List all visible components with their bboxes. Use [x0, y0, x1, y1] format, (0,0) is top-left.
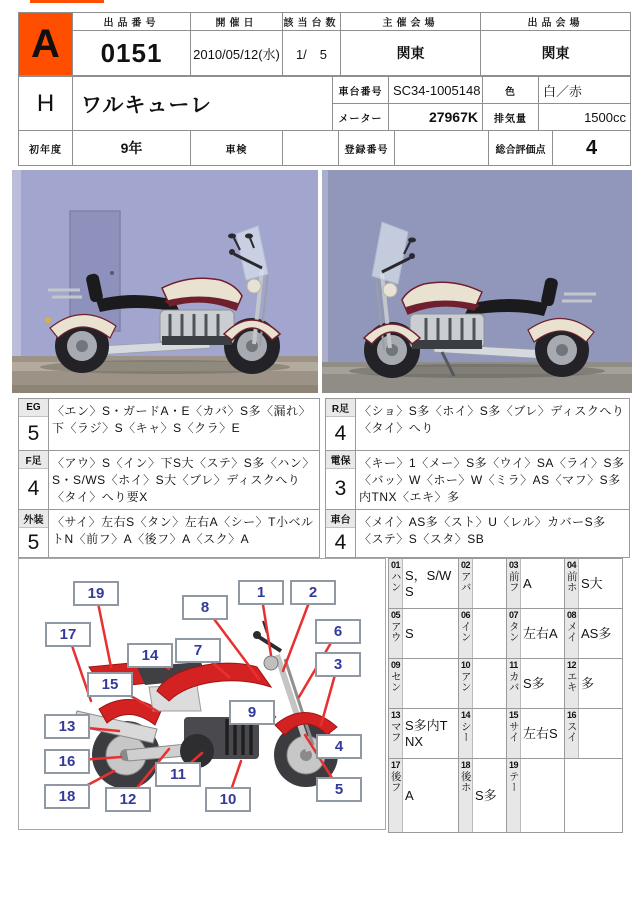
condition-table-left: [18, 398, 320, 558]
parts-cell-19-tail: 19 テー: [507, 759, 565, 833]
callout-7: 7: [175, 638, 221, 663]
callout-16: 16: [44, 749, 90, 774]
auction-date-value: 2010/05/12(水): [191, 31, 283, 76]
callout-3: 3: [315, 652, 361, 677]
first-year-value: 9年: [73, 131, 191, 166]
condition-score: 4: [27, 477, 40, 501]
callout-10: 10: [205, 787, 251, 812]
exhibit-venue-value: 関東: [481, 31, 631, 76]
color-label: 色: [483, 77, 539, 104]
condition-score: 4: [334, 421, 347, 445]
lot-count-label: 該当台数: [283, 13, 341, 31]
callout-6: 6: [315, 619, 361, 644]
condition-notes: 〈エン〉S・ガードA・E〈カバ〉S多〈漏れ〉下〈ラジ〉S〈キャ〉S〈クラ〉E: [49, 399, 320, 450]
condition-notes: 〈メイ〉AS多〈スト〉U〈レル〉カバーS多〈ステ〉S〈スタ〉SB: [356, 510, 630, 557]
auction-header-table: [18, 12, 631, 76]
callout-13: 13: [44, 714, 90, 739]
door: [70, 211, 120, 331]
condition-score: 5: [27, 530, 40, 554]
callout-18: 18: [44, 784, 90, 809]
callout-1: 1: [238, 580, 284, 605]
condition-category: R足: [326, 399, 355, 417]
parts-cell-12-exhaust-pipe: 12 エキ 多: [565, 659, 623, 709]
model-name: ワルキューレ: [73, 77, 333, 131]
vehicle-photo-right-side: [12, 170, 318, 393]
exhibit-venue-label: 出品会場: [481, 13, 631, 31]
parts-cell-01-handlebar: 01 ハン S，S/WS: [389, 559, 459, 609]
damage-location-diagram: [18, 558, 386, 830]
condition-category: EG: [19, 399, 48, 417]
condition-row-exterior: [19, 510, 320, 558]
condition-row-electrical: [326, 451, 630, 510]
lot-number-value: 0151: [73, 31, 191, 76]
parts-cell-16-swingarm: 16 スイ: [565, 709, 623, 759]
page-top-accent-strip: [30, 0, 104, 3]
condition-notes: 〈キー〉1〈メー〉S多〈ウイ〉SA〈ライ〉S多〈バッ〉W〈ホー〉W〈ミラ〉AS〈マフ〉S多内TNX〈エキ〉多: [356, 451, 630, 509]
condition-row-engine: [19, 399, 320, 451]
maker-class-code: H: [19, 77, 73, 131]
inspection-label: 車検: [191, 131, 283, 166]
condition-category: F足: [19, 451, 48, 469]
parts-cell-10-under-cowl: 10 アン: [459, 659, 507, 709]
host-venue-value: 関東: [341, 31, 481, 76]
parts-cell-11-cover: 11 カバ S多: [507, 659, 565, 709]
registration-number-label: 登録番号: [339, 131, 395, 166]
parts-cell-08-main-frame: 08 メイ AS多: [565, 609, 623, 659]
callout-17: 17: [45, 622, 91, 647]
callout-19: 19: [73, 581, 119, 606]
parts-cell-06-inner: 06 イン: [459, 609, 507, 659]
parts-cell-14-seat: 14 シー: [459, 709, 507, 759]
grade-badge: A: [19, 13, 73, 76]
parts-cell-09-stand: 09 セン: [389, 659, 459, 709]
inspection-value: [283, 131, 339, 166]
auction-date-label: 開催日: [191, 13, 283, 31]
condition-row-rear: [326, 399, 630, 451]
condition-table-right: [325, 398, 630, 558]
lot-count-value: 1/ 5: [283, 31, 341, 76]
vehicle-info-table: [18, 76, 631, 131]
condition-score: 4: [334, 530, 347, 554]
displacement-value: 1500cc: [539, 104, 631, 131]
callout-9: 9: [229, 700, 275, 725]
callout-15: 15: [87, 672, 133, 697]
lot-number-label: 出品番号: [73, 13, 191, 31]
color-value: 白／赤: [539, 77, 631, 104]
callout-14: 14: [127, 643, 173, 668]
parts-cell-17-rear-fork: 17 後フ A: [389, 759, 459, 833]
callout-5: 5: [316, 777, 362, 802]
registration-table: [18, 130, 631, 166]
photo-left-illustration: [12, 170, 318, 393]
parts-cell-15-side-cover: 15 サイ 左右S: [507, 709, 565, 759]
parts-condition-grid: [388, 558, 623, 833]
condition-category: 外装: [19, 510, 48, 528]
condition-score: 5: [27, 421, 40, 445]
condition-notes: 〈ショ〉S多〈ホイ〉S多〈ブレ〉ディスクへり〈タイ〉へり: [356, 399, 630, 450]
callout-8: 8: [182, 595, 228, 620]
odometer-label: メーター: [333, 104, 389, 131]
parts-cell-05-outer: 05 アウ S: [389, 609, 459, 659]
chassis-number-value: SC34-1005148: [389, 77, 483, 104]
vehicle-photo-left-side: [322, 170, 632, 393]
overall-score-value: 4: [553, 131, 631, 166]
photo-right-illustration: [322, 170, 632, 393]
condition-row-front: [19, 451, 320, 510]
callout-4: 4: [316, 734, 362, 759]
condition-notes: 〈サイ〉左右S〈タン〉左右A〈シー〉T小ベルトN〈前フ〉A〈後フ〉A〈スク〉A: [49, 510, 320, 557]
overall-score-label: 総合評価点: [489, 131, 553, 166]
parts-cell-02-upper-cowl: 02 アバ: [459, 559, 507, 609]
host-venue-label: 主催会場: [341, 13, 481, 31]
first-year-label: 初年度: [19, 131, 73, 166]
displacement-label: 排気量: [483, 104, 539, 131]
odometer-value: 27967K: [389, 104, 483, 131]
chassis-number-label: 車台番号: [333, 77, 389, 104]
parts-cell-13-muffler: 13 マフ S多内TNX: [389, 709, 459, 759]
callout-11: 11: [155, 762, 201, 787]
registration-number-value: [395, 131, 489, 166]
parts-cell-03-front-fork: 03 前フ A: [507, 559, 565, 609]
condition-category: 車台: [326, 510, 355, 528]
callout-2: 2: [290, 580, 336, 605]
parts-cell-07-tank: 07 タン 左右A: [507, 609, 565, 659]
callout-12: 12: [105, 787, 151, 812]
condition-score: 3: [334, 477, 347, 501]
parts-cell-04-front-wheel: 04 前ホ S大: [565, 559, 623, 609]
condition-notes: 〈アウ〉S〈イン〉下S大〈ステ〉S多〈ハン〉S・S/WS〈ホイ〉S大〈ブレ〉ディスクへり〈タイ〉へり要X: [49, 451, 320, 509]
parts-cell-empty: [565, 759, 623, 833]
condition-category: 電保: [326, 451, 355, 469]
parts-cell-18-rear-wheel: 18 後ホ S多: [459, 759, 507, 833]
condition-row-chassis: [326, 510, 630, 558]
